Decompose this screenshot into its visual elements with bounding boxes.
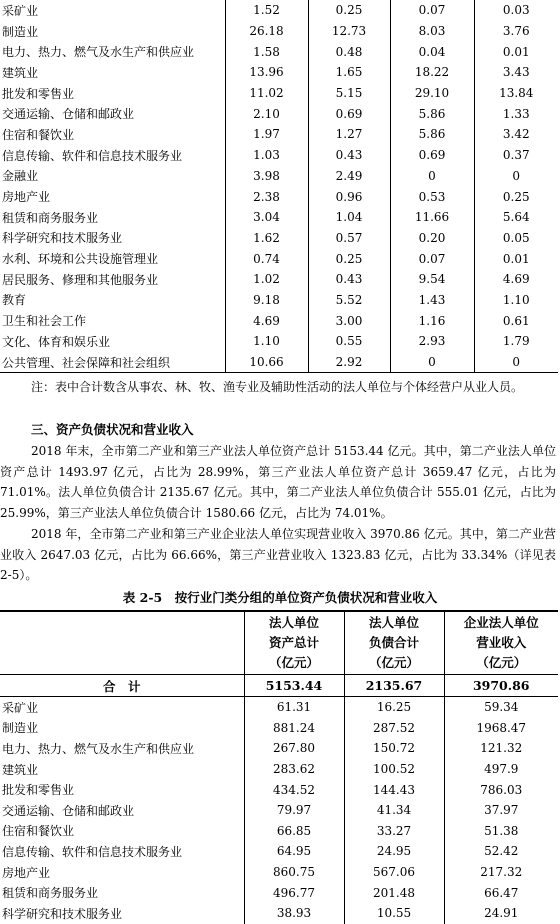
cell-value: 496.77	[244, 882, 344, 903]
cell-value: 1.97	[225, 124, 308, 145]
table-row	[0, 83, 558, 104]
cell-value: 201.48	[344, 882, 444, 903]
table-row	[0, 269, 558, 290]
cell-value: 5.64	[502, 210, 530, 225]
row-label: 文化、体育和娱乐业	[0, 331, 225, 352]
cell-value: 2.38	[225, 186, 308, 207]
cell-value: 2.93	[390, 331, 474, 352]
cell-value: 0.25	[308, 248, 390, 269]
cell-value: 1.65	[308, 62, 390, 83]
cell-value: 100.52	[344, 759, 444, 780]
cell-value: 0.20	[390, 228, 474, 249]
cell-value: 1.52	[225, 0, 308, 21]
table-row	[0, 882, 558, 903]
table-row	[0, 248, 558, 269]
row-label: 信息传输、软件和信息技术服务业	[0, 841, 244, 862]
cell-value: 5.52	[308, 290, 390, 311]
cell-value: 144.43	[344, 779, 444, 800]
cell-value: 860.75	[244, 862, 344, 883]
table-2-5	[0, 610, 558, 924]
cell-value: 0.57	[308, 228, 390, 249]
table-note: 注：表中合计数含从事农、林、牧、渔专业及辅助性活动的法人单位与个体经营户从业人员。	[31, 380, 524, 394]
row-label: 交通运输、仓储和邮政业	[0, 800, 244, 821]
row-label: 租赁和商务服务业	[0, 207, 225, 228]
cell-value: 29.10	[390, 83, 474, 104]
total-assets: 5153.44	[244, 675, 344, 697]
header-liabilities: 法人单位 负债合计 （亿元）	[344, 611, 444, 675]
cell-value: 0.48	[308, 41, 390, 62]
cell-value: 33.27	[344, 821, 444, 842]
cell-value: 24.91	[484, 906, 519, 921]
row-label: 科学研究和技术服务业	[0, 228, 225, 249]
cell-value: 1.79	[502, 334, 530, 349]
cell-value: 51.38	[484, 823, 519, 838]
cell-value: 287.52	[344, 718, 444, 739]
cell-value: 0.43	[308, 145, 390, 166]
cell-value: 150.72	[344, 738, 444, 759]
cell-value: 0.69	[308, 103, 390, 124]
cell-value: 881.24	[244, 718, 344, 739]
cell-value: 267.80	[244, 738, 344, 759]
table-row	[0, 103, 558, 124]
table-row	[0, 145, 558, 166]
row-label: 信息传输、软件和信息技术服务业	[0, 145, 225, 166]
row-label: 金融业	[0, 166, 225, 187]
cell-value: 66.85	[244, 821, 344, 842]
cell-value: 1.58	[225, 41, 308, 62]
table-row	[0, 697, 558, 718]
table-row	[0, 228, 558, 249]
total-revenue: 3970.86	[444, 675, 558, 697]
cell-value: 1968.47	[476, 720, 527, 735]
row-label: 公共管理、社会保障和社会组织	[0, 352, 225, 373]
employment-table	[0, 0, 558, 373]
row-label: 电力、热力、燃气及水生产和供应业	[0, 41, 225, 62]
table-row	[0, 41, 558, 62]
cell-value: 217.32	[480, 865, 523, 880]
cell-value: 0.25	[502, 189, 530, 204]
table-row	[0, 841, 558, 862]
cell-value: 2.10	[225, 103, 308, 124]
cell-value: 0.74	[225, 248, 308, 269]
cell-value: 66.47	[484, 885, 519, 900]
total-liabilities: 2135.67	[344, 675, 444, 697]
cell-value: 5.86	[390, 103, 474, 124]
row-label: 住宿和餐饮业	[0, 124, 225, 145]
cell-value: 0.25	[308, 0, 390, 21]
cell-value: 283.62	[244, 759, 344, 780]
table-row	[0, 124, 558, 145]
cell-value: 5.86	[390, 124, 474, 145]
cell-value: 41.34	[344, 800, 444, 821]
cell-value: 8.03	[390, 21, 474, 42]
table-row	[0, 862, 558, 883]
row-label: 水利、环境和公共设施管理业	[0, 248, 225, 269]
row-label: 房地产业	[0, 186, 225, 207]
cell-value: 497.9	[484, 762, 519, 777]
table-row	[0, 207, 558, 228]
table-row	[0, 0, 558, 21]
table-row	[0, 290, 558, 311]
row-label: 租赁和商务服务业	[0, 882, 244, 903]
cell-value: 24.95	[344, 841, 444, 862]
row-label: 交通运输、仓储和邮政业	[0, 103, 225, 124]
cell-value: 3.98	[225, 166, 308, 187]
cell-value: 0.61	[502, 313, 530, 328]
cell-value: 1.10	[225, 331, 308, 352]
cell-value: 0.07	[390, 0, 474, 21]
cell-value: 567.06	[344, 862, 444, 883]
cell-value: 0.96	[308, 186, 390, 207]
cell-value: 26.18	[225, 21, 308, 42]
total-row	[0, 675, 558, 697]
cell-value: 5.15	[308, 83, 390, 104]
cell-value: 1.03	[225, 145, 308, 166]
header-revenue: 企业法人单位 营业收入 （亿元）	[444, 611, 558, 675]
cell-value: 37.97	[484, 803, 519, 818]
table-row	[0, 800, 558, 821]
cell-value: 0.55	[308, 331, 390, 352]
cell-value: 9.18	[225, 290, 308, 311]
cell-value: 0	[474, 352, 558, 373]
cell-value: 1.10	[502, 292, 530, 307]
table-row	[0, 903, 558, 924]
table-row	[0, 166, 558, 187]
cell-value: 1.02	[225, 269, 308, 290]
row-label: 建筑业	[0, 62, 225, 83]
table-row	[0, 779, 558, 800]
cell-value: 1.43	[390, 290, 474, 311]
paragraph-assets-liabilities: 2018 年末，全市第二产业和第三产业法人单位资产总计 5153.44 亿元。其中，第二产业法人单位资产总计 1493.97 亿元，占比为 28.99%，第三产业法人单位资产总计 3659.47 亿元，占比为 71.01%。法人单位负债合计 2135.67 亿元。其中，第二产业法人单位负债合计 555.01 亿元，占比为 25.99%，第三产业法人单位负债合计 1580.66 亿元，占比为 74.01%。	[0, 444, 556, 520]
paragraph-revenue: 2018 年，全市第二产业和第三产业企业法人单位实现营业收入 3970.86 亿元。其中，第二产业营业收入 2647.03 亿元，占比为 66.66%，第三产业营业收入 1323.83 亿元，占比为 33.34%（详见表 2-5）。	[0, 527, 556, 583]
cell-value: 0.03	[502, 3, 530, 18]
header-blank	[0, 611, 244, 675]
table-row	[0, 821, 558, 842]
cell-value: 11.02	[225, 83, 308, 104]
cell-value: 0.04	[390, 41, 474, 62]
row-label: 卫生和社会工作	[0, 310, 225, 331]
table-row	[0, 352, 558, 373]
table-row	[0, 310, 558, 331]
row-label: 住宿和餐饮业	[0, 821, 244, 842]
table-row	[0, 331, 558, 352]
table-row	[0, 186, 558, 207]
cell-value: 13.96	[225, 62, 308, 83]
cell-value: 3.42	[502, 127, 530, 142]
cell-value: 12.73	[308, 21, 390, 42]
cell-value: 0.05	[502, 230, 530, 245]
total-label: 合 计	[0, 675, 244, 697]
cell-value: 4.69	[502, 272, 530, 287]
cell-value: 3.00	[308, 310, 390, 331]
cell-value: 0.69	[390, 145, 474, 166]
row-label: 制造业	[0, 21, 225, 42]
table-row	[0, 62, 558, 83]
cell-value: 1.04	[308, 207, 390, 228]
table-row	[0, 21, 558, 42]
cell-value: 1.33	[502, 106, 530, 121]
cell-value: 0	[390, 166, 474, 187]
cell-value: 0.53	[390, 186, 474, 207]
cell-value: 3.76	[502, 24, 530, 39]
cell-value: 38.93	[244, 903, 344, 924]
row-label: 采矿业	[0, 697, 244, 718]
cell-value: 4.69	[225, 310, 308, 331]
row-label: 批发和零售业	[0, 779, 244, 800]
cell-value: 64.95	[244, 841, 344, 862]
cell-value: 786.03	[480, 782, 523, 797]
cell-value: 10.66	[225, 352, 308, 373]
header-assets: 法人单位 资产总计 （亿元）	[244, 611, 344, 675]
section-heading: 三、资产负债状况和营业收入	[31, 422, 194, 437]
cell-value: 1.16	[390, 310, 474, 331]
row-label: 科学研究和技术服务业	[0, 903, 244, 924]
row-label: 电力、热力、燃气及水生产和供应业	[0, 738, 244, 759]
table-2-5-caption: 表 2-5 按行业门类分组的单位资产负债状况和营业收入	[122, 590, 438, 605]
cell-value: 79.97	[244, 800, 344, 821]
cell-value: 9.54	[390, 269, 474, 290]
cell-value: 0.43	[308, 269, 390, 290]
cell-value: 16.25	[344, 697, 444, 718]
row-label: 建筑业	[0, 759, 244, 780]
cell-value: 1.27	[308, 124, 390, 145]
cell-value: 434.52	[244, 779, 344, 800]
cell-value: 61.31	[244, 697, 344, 718]
cell-value: 3.43	[502, 65, 530, 80]
cell-value: 0.37	[502, 148, 530, 163]
cell-value: 0	[390, 352, 474, 373]
cell-value: 3.04	[225, 207, 308, 228]
table-row	[0, 738, 558, 759]
cell-value: 59.34	[484, 700, 519, 715]
table-header-row	[0, 611, 558, 675]
row-label: 教育	[0, 290, 225, 311]
cell-value: 121.32	[480, 741, 523, 756]
cell-value: 1.62	[225, 228, 308, 249]
row-label: 房地产业	[0, 862, 244, 883]
cell-value: 52.42	[484, 844, 519, 859]
cell-value: 13.84	[499, 86, 534, 101]
cell-value: 18.22	[390, 62, 474, 83]
table-row	[0, 718, 558, 739]
row-label: 居民服务、修理和其他服务业	[0, 269, 225, 290]
cell-value: 11.66	[390, 207, 474, 228]
row-label: 批发和零售业	[0, 83, 225, 104]
cell-value: 0.01	[502, 44, 530, 59]
table-row	[0, 759, 558, 780]
cell-value: 10.55	[344, 903, 444, 924]
cell-value: 0	[512, 168, 521, 183]
cell-value: 0.01	[502, 251, 530, 266]
cell-value: 2.92	[308, 352, 390, 373]
row-label: 制造业	[0, 718, 244, 739]
row-label: 采矿业	[0, 0, 225, 21]
cell-value: 0.07	[390, 248, 474, 269]
cell-value: 2.49	[308, 166, 390, 187]
